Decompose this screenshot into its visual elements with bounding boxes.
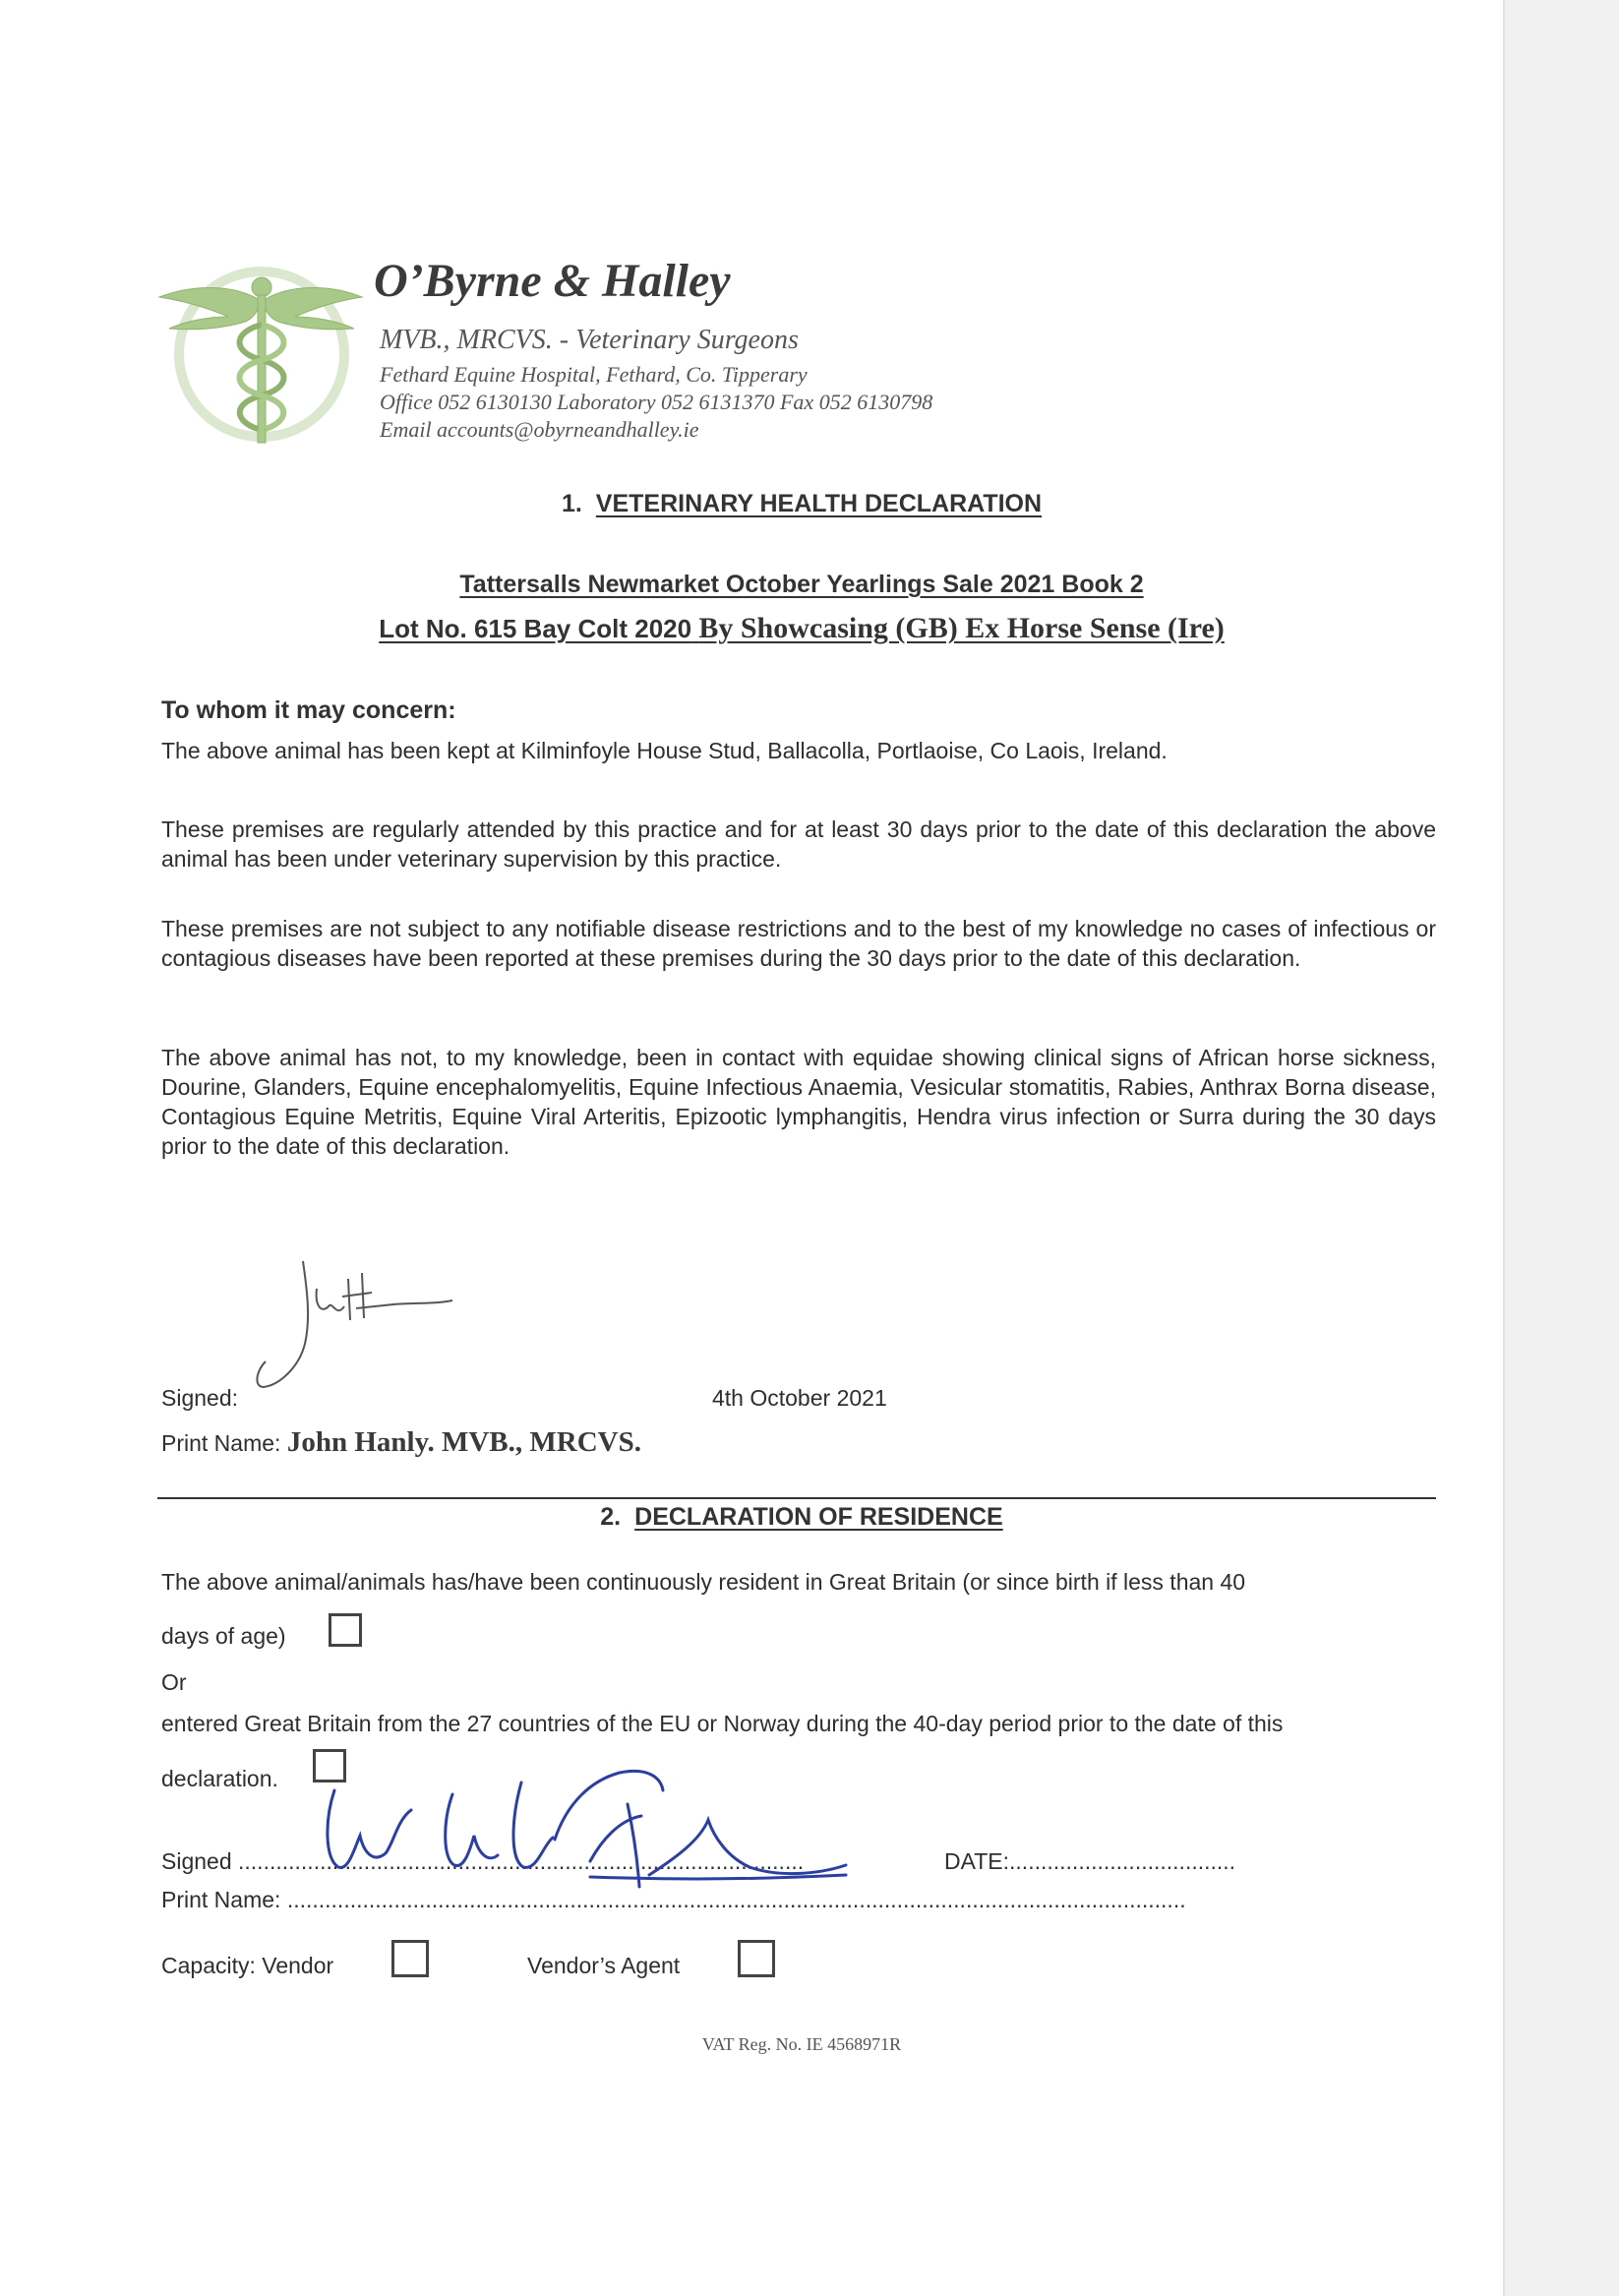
section2-heading xyxy=(0,1503,1603,1532)
resident-line: The above animal/animals has/have been continuously resident in Great Britain (or since birth if less than 40 xyxy=(161,1569,1246,1595)
section1-title: VETERINARY HEALTH DECLARATION xyxy=(595,490,1043,517)
vendors-agent-label: Vendor’s Agent xyxy=(527,1953,681,1978)
section1-heading xyxy=(0,490,1603,518)
capacity-label: Capacity: Vendor xyxy=(161,1953,334,1978)
lot-prefix: Lot No. 615 Bay Colt 2020 xyxy=(379,614,692,643)
firm-phones: Office 052 6130130 Laboratory 052 6131370 Fax 052 6130798 xyxy=(380,390,933,414)
vendor-checkbox[interactable] xyxy=(391,1940,429,1977)
paragraph-restrictions: These premises are not subject to any notifiable disease restrictions and to the best of my knowledge no cases of infectious or contagious diseases have been reported at these premises during the 30 days prior to the date of this declaration. xyxy=(161,916,1436,971)
print-name xyxy=(161,1426,641,1459)
vendor-signed-label: Signed .......................................................................................... xyxy=(161,1848,805,1874)
section2-number: 2. xyxy=(600,1503,622,1531)
resident-tail: days of age) xyxy=(161,1623,286,1649)
section2-title: DECLARATION OF RESIDENCE xyxy=(634,1503,1003,1531)
print-name-value: John Hanly. MVB., MRCVS. xyxy=(286,1426,641,1458)
signed-label: Signed: xyxy=(161,1385,239,1411)
vet-signature xyxy=(246,1249,462,1407)
vendor-date-label: DATE:.................................... xyxy=(944,1848,1236,1874)
firm-qualifications: MVB., MRCVS. - Veterinary Surgeons xyxy=(380,325,799,355)
vat-registration: VAT Reg. No. IE 4568971R xyxy=(701,2034,902,2054)
sale-heading xyxy=(0,571,1603,599)
caduceus-icon xyxy=(155,266,364,449)
vendors-agent-checkbox[interactable] xyxy=(738,1940,775,1977)
vendor-print-name-label: Print Name: ............................................................................................................................................... xyxy=(161,1887,1186,1912)
paragraph-contact: The above animal has not, to my knowledge, been in contact with equidae showing clinical signs of African horse sickness, Dourine, Glanders, Equine encephalomyelitis, Equine Infectious Anaemia, Vesicular stomatitis, Rabies, Anthrax Borna disease, Contagious Equine Metritis, Equine Viral Arteritis, Epizootic lymphangitis, Hendra virus infection or Surra during the 30 days prior to the date of this declaration. xyxy=(161,1045,1436,1159)
declaration-date: 4th October 2021 xyxy=(712,1385,887,1411)
scan-edge-line xyxy=(1503,0,1505,2296)
section1-number: 1. xyxy=(561,490,582,517)
firm-address: Fethard Equine Hospital, Fethard, Co. Tipperary xyxy=(380,362,808,387)
resident-checkbox[interactable] xyxy=(329,1613,362,1647)
paragraph-premises: The above animal has been kept at Kilminfoyle House Stud, Ballacolla, Portlaoise, Co Laois, Ireland. xyxy=(161,738,1168,763)
firm-name: O’Byrne & Halley xyxy=(374,255,731,307)
paragraph-supervision: These premises are regularly attended by this practice and for at least 30 days prior to the date of this declaration the above animal has been under veterinary supervision by this practice. xyxy=(161,816,1436,872)
salutation: To whom it may concern: xyxy=(161,696,456,724)
scan-edge xyxy=(1503,0,1619,2296)
entered-tail: declaration. xyxy=(161,1766,278,1791)
print-name-label: Print Name: xyxy=(161,1430,281,1456)
entered-line: entered Great Britain from the 27 countries of the EU or Norway during the 40-day period prior to the date of this xyxy=(161,1711,1284,1736)
lot-suffix: By Showcasing (GB) Ex Horse Sense (Ire) xyxy=(698,612,1225,644)
or-label: Or xyxy=(161,1669,187,1695)
lot-heading xyxy=(0,612,1603,645)
section-divider xyxy=(157,1497,1436,1499)
firm-email: Email accounts@obyrneandhalley.ie xyxy=(380,417,699,442)
sale-line: Tattersalls Newmarket October Yearlings Sale 2021 Book 2 xyxy=(459,571,1144,598)
vendor-signature xyxy=(295,1761,885,1899)
